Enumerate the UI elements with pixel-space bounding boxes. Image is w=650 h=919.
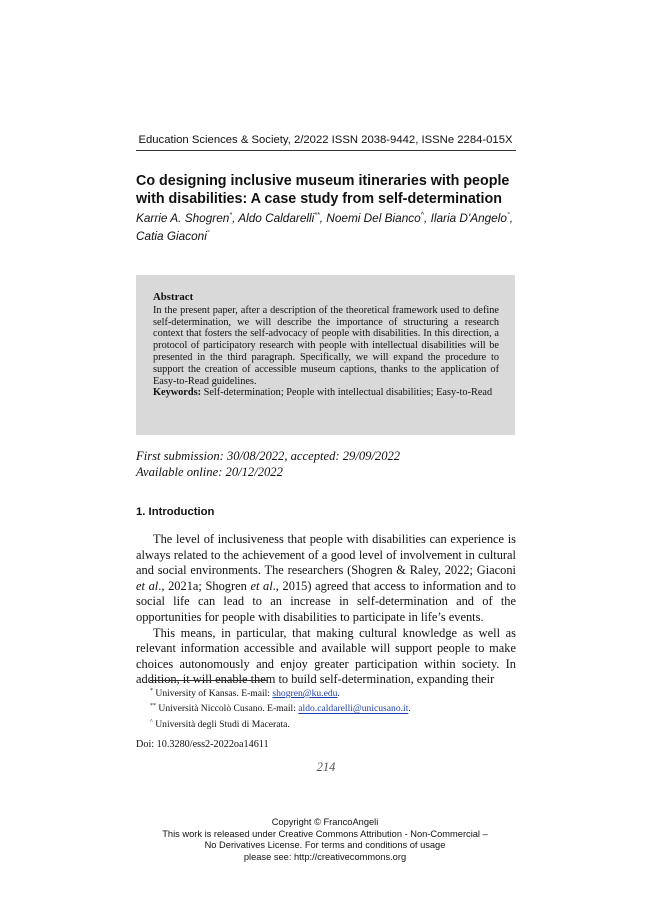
online-date: Available online: 20/12/2022 [136,465,283,479]
footnote-text: Università degli Studi di Macerata. [155,718,290,730]
footnote-mark: * [150,688,153,694]
footnote-text: University of Kansas. E-mail: [155,688,273,700]
body-text-segment: This means, in particular, that making cultural knowledge as well as relevant information accessible and available will support people to make choices autonomously and enjoy greater participation within society. In addition, it will enable them to build self-determination, expanding their [136,625,516,687]
body-paragraph [136,626,516,688]
footnote-mark: ** [150,703,156,710]
publication-dates [136,448,516,480]
license-line: Copyright © FrancoAngeli [271,817,379,827]
author-name: Aldo Caldarelli [238,210,315,225]
body-text-segment: ., 2021a; Shogren [158,578,251,593]
license-line: This work is released under Creative Commons Attribution - Non-Commercial – [162,828,488,839]
author-affiliation-mark: * [229,212,233,219]
author-name: Noemi Del Bianco [326,210,421,225]
page-number: 214 [316,760,336,774]
author-name: Karrie A. Shogren [136,210,230,225]
body-text-segment: et al [136,578,159,593]
body-text-segment: et al [250,578,273,593]
author-affiliation-mark: ° [506,212,510,219]
paper-title: Co designing inclusive museum itineraries with people with disabilities: A case study from self-determination [136,173,510,207]
abstract-heading: Abstract [153,291,194,303]
author-name: Ilaria D'Angelo [430,210,507,225]
author-list: Karrie A. Shogren*, Aldo Caldarelli**, Noemi Del Bianco^, Ilaria D'Angelo°, Catia Giaconi° [136,210,514,243]
submission-date: First submission: 30/08/2022, accepted: 29/09/2022 [136,449,401,463]
footnote-email-link[interactable]: shogren@ku.edu [272,688,338,700]
section-heading: 1. Introduction [136,506,215,518]
doi: Doi: 10.3280/ess2-2022oa14611 [136,739,269,750]
footnotes [150,685,516,731]
abstract-content [153,292,499,399]
keywords-label: Keywords: [153,387,202,399]
footnote [150,685,516,700]
author-affiliation-mark: ** [314,212,320,219]
body-text-segment: The level of inclusiveness that people with disabilities can experience is always related to the achievement of a good level of involvement in cultural and social environments. The researchers (Shogren & Raley, 2022; Giaconi [136,532,516,578]
body-paragraph [136,532,516,626]
keywords-text: Self-determination; People with intellectual disabilities; Easy-to-Read [203,387,493,399]
footnote-email-link[interactable]: aldo.caldarelli@unicusano.it [298,703,409,715]
license-line: please see: http://creativecommons.org [243,851,407,862]
journal-header: Education Sciences & Society, 2/2022 ISSN 2038-9442, ISSNe 2284-015X [138,134,513,146]
author-affiliation-mark: ^ [420,212,425,219]
header-divider [136,150,516,151]
footnote-punct: . [408,703,411,715]
abstract-text: In the present paper, after a description of the theoretical framework used to define self-determination, we will describe the importance of structuring a research context that fosters the self-advocacy of people with disabilities. In this direction, a protocol of participatory research with people with intellectual disabilities will be presented in the third paragraph. Specifically, we will expand the procedure to support the creation of accessible museum captions, thanks to the application of Easy-to-Read guidelines. [153,304,499,387]
footnote-text: Università Niccolò Cusano. E-mail: [158,703,299,715]
footnote-divider [150,680,267,681]
body-text-segment: ., 2015) agreed that access to information and to social life can lead to an increase in self-determination and of the opportunities for people with disabilities to participate in life’s events. [136,578,516,624]
introduction-body [136,532,516,688]
footnote-punct: . [337,688,340,700]
keywords [153,387,499,399]
footnote [150,716,516,731]
license-notice [145,817,505,863]
footnote-mark: ^ [150,718,153,725]
author-affiliation-mark: ° [206,229,210,237]
license-line: No Derivatives License. For terms and conditions of usage [204,840,446,851]
footnote [150,700,516,715]
author-name: Catia Giaconi [136,228,207,243]
abstract-box [136,275,515,435]
